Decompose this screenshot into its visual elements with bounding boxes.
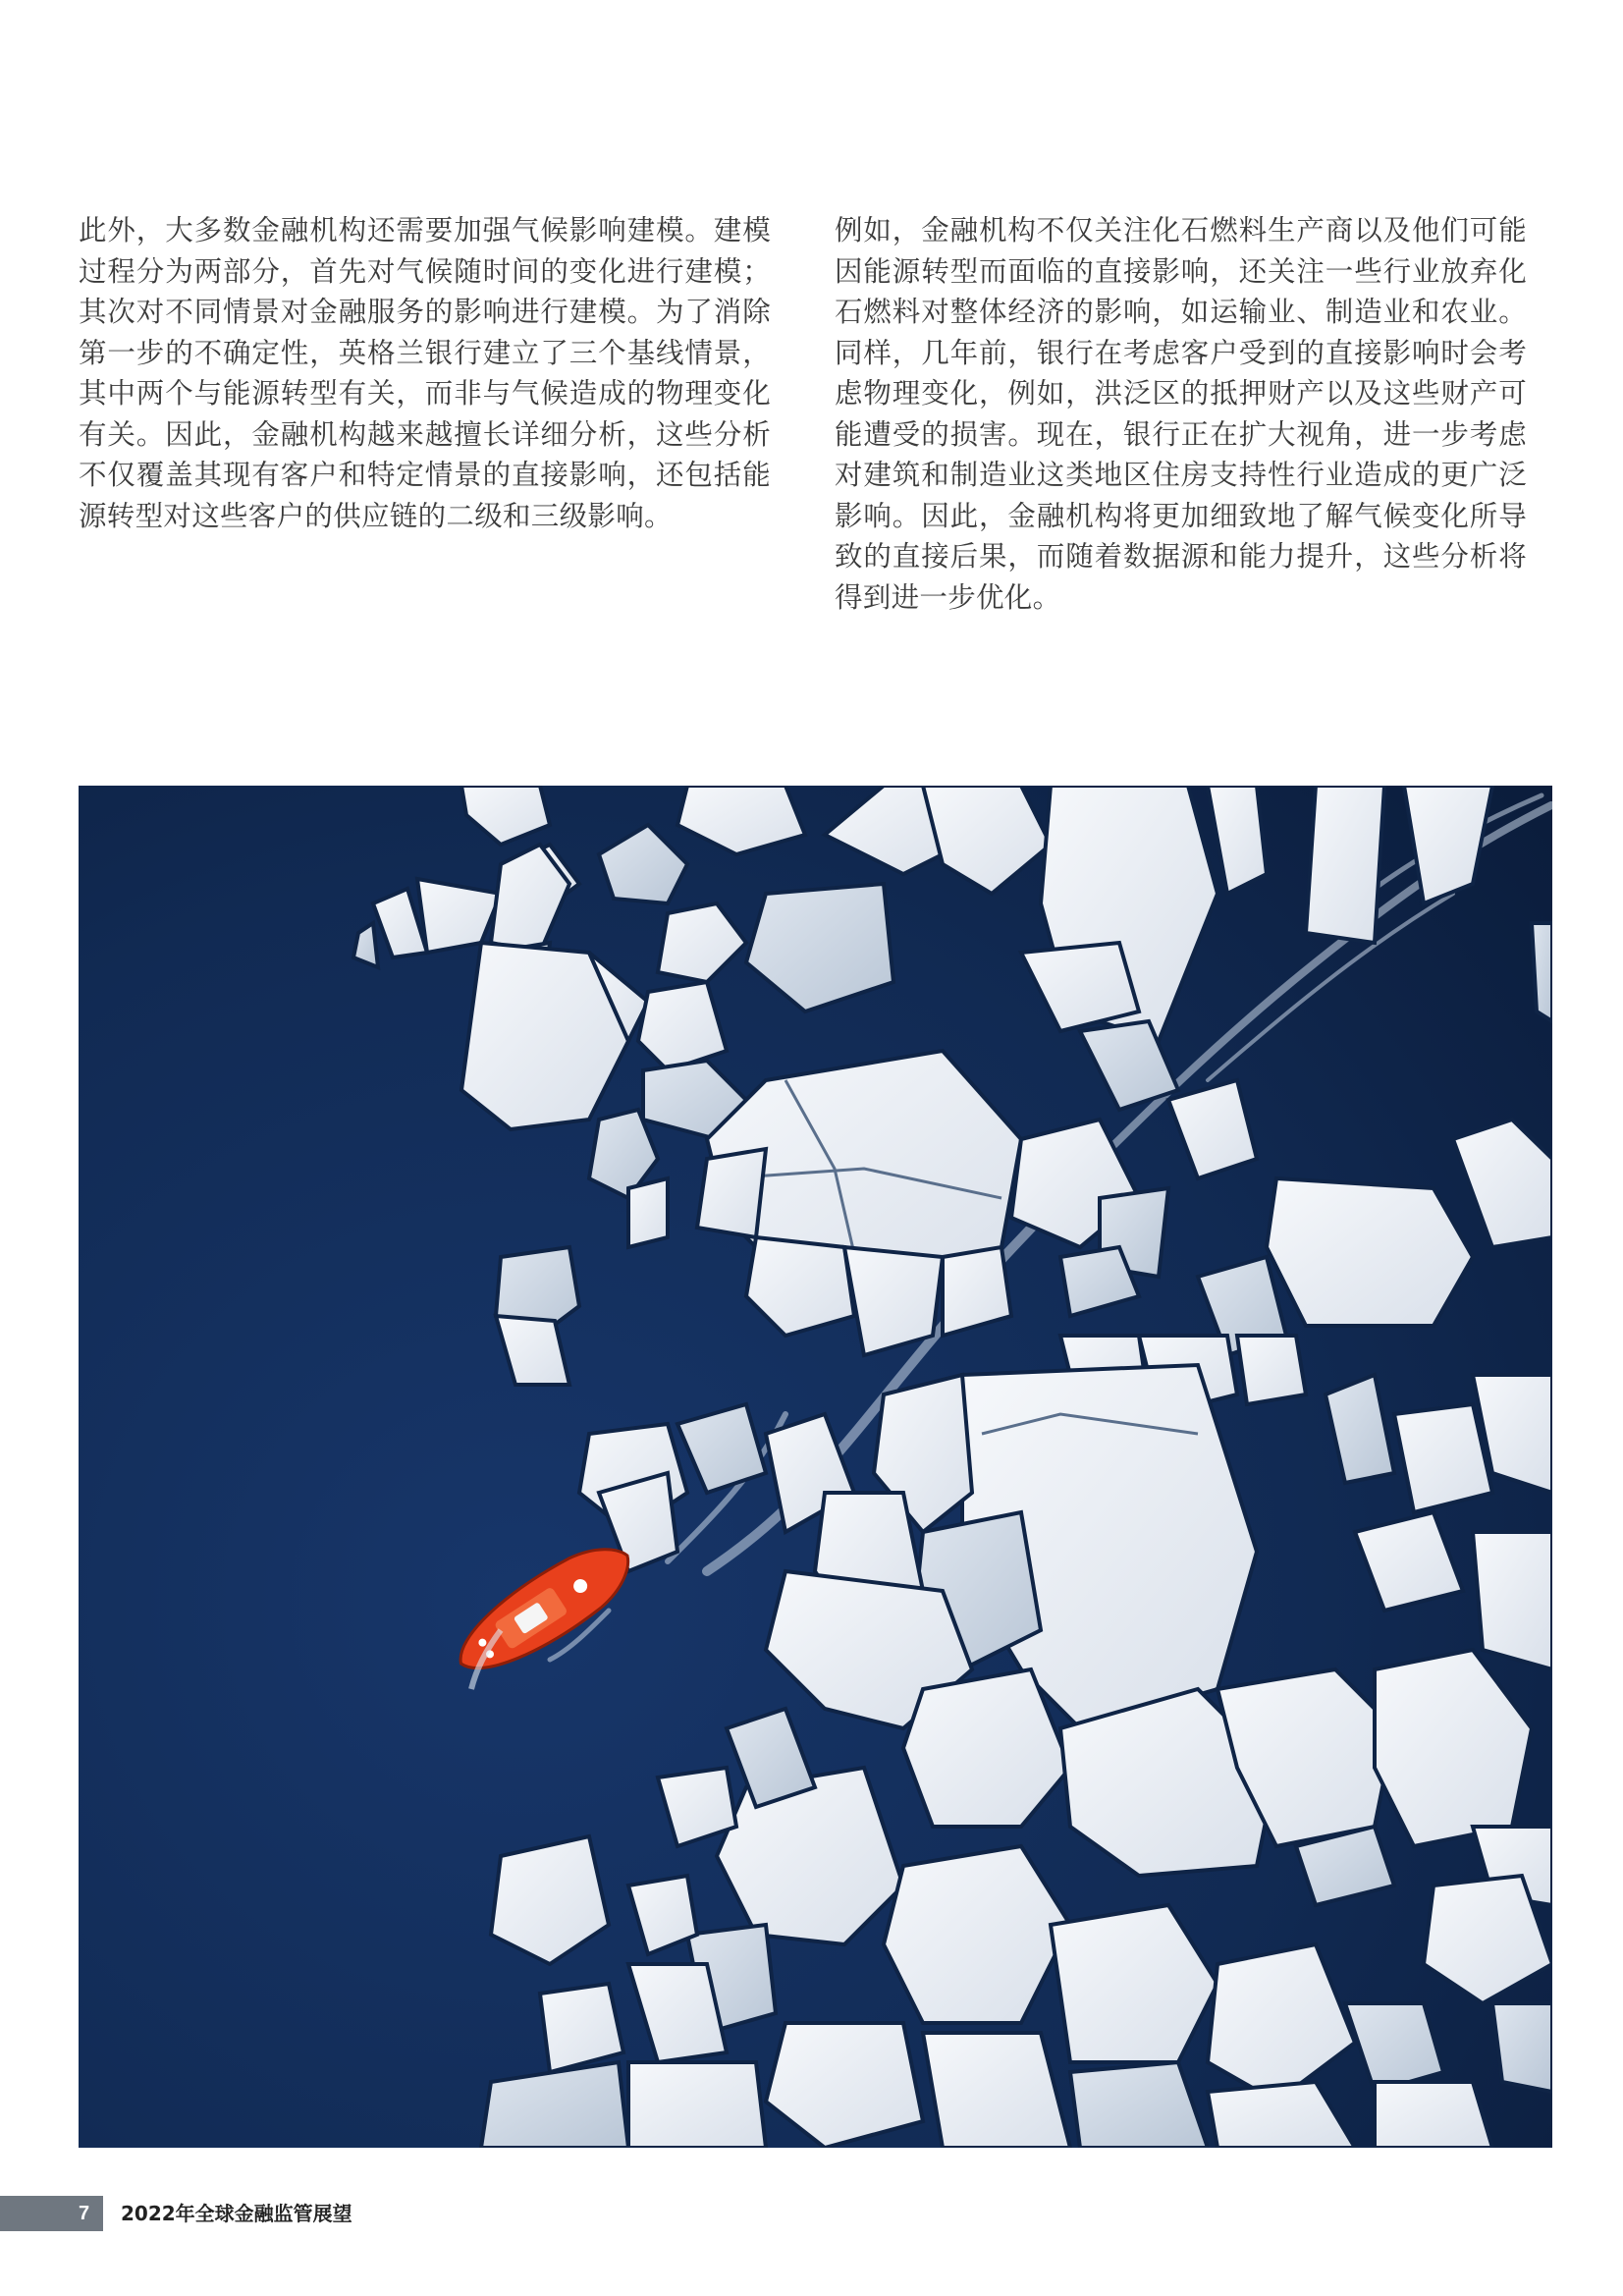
body-paragraph-right: 例如，金融机构不仅关注化石燃料生产商以及他们可能因能源转型而面临的直接影响，还关注一些行业放弃化石燃料对整体经济的影响，如运输业、制造业和农业。同样，几年前，银行在考虑客户受到的直接影响时会考虑物理变化，例如，洪泛区的抵押财产以及这些财产可能遭受的损害。现在，银行正在扩大视角，进一步考虑对建筑和制造业这类地区住房支持性行业造成的更广泛影响。因此，金融机构将更加细致地了解气候变化所导致的直接后果，而随着数据源和能力提升，这些分析将得到进一步优化。: [835, 214, 1527, 614]
document-title: 2022年全球金融监管展望: [121, 2202, 352, 2225]
sea-ice-photo: [79, 786, 1552, 2148]
page-footer: [0, 2196, 491, 2231]
body-paragraph-left: 此外，大多数金融机构还需要加强气候影响建模。建模过程分为两部分，首先对气候随时间的变化进行建模；其次对不同情景对金融服务的影响进行建模。为了消除第一步的不确定性，英格兰银行建立了三个基线情景，其中两个与能源转型有关，而非与气候造成的物理变化有关。因此，金融机构越来越擅长详细分析，这些分析不仅覆盖其现有客户和特定情景的直接影响，还包括能源转型对这些客户的供应链的二级和三级影响。: [79, 214, 771, 532]
page-number: 7: [79, 2203, 90, 2224]
